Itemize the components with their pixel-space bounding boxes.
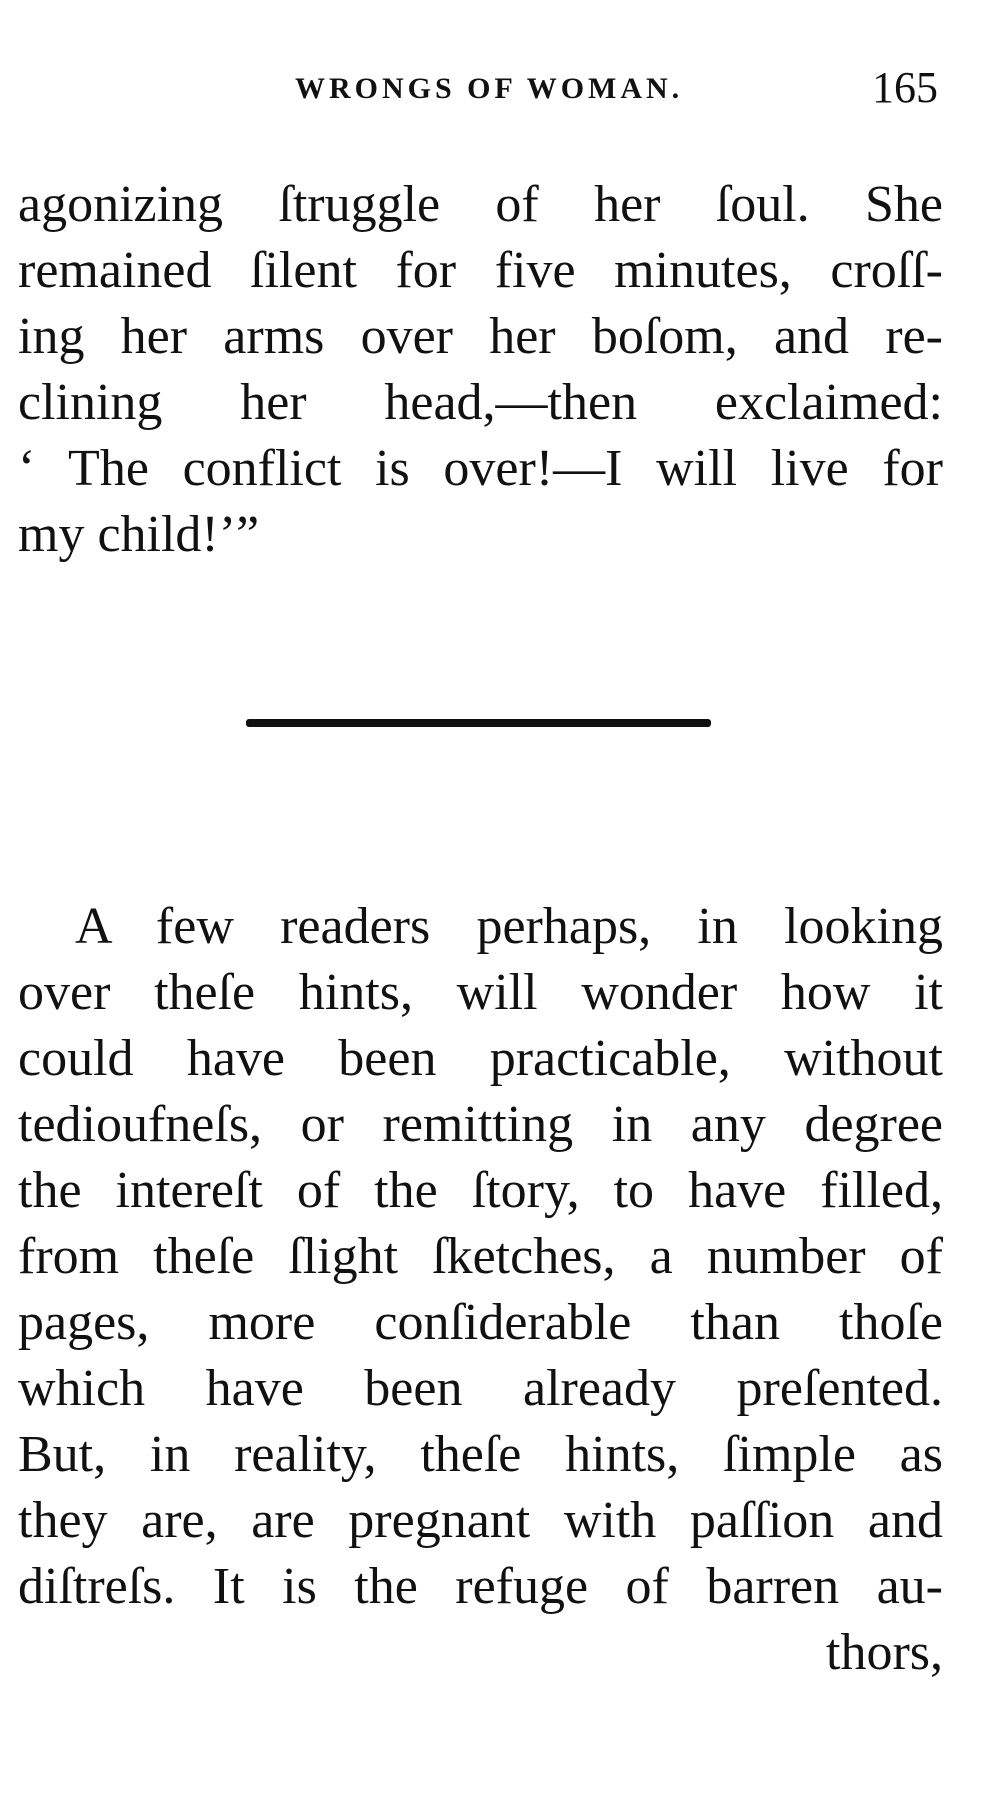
catchword: thors, <box>826 1624 943 1681</box>
text-line: ing her arms over her boſom, and re- <box>18 308 943 365</box>
text-line: pages, more conſiderable than thoſe <box>18 1294 943 1351</box>
text-line: which have been already preſented. <box>18 1360 943 1417</box>
text-line: ‘ The conflict is over!—I will live for <box>18 440 943 497</box>
text-line: diſtreſs. It is the refuge of barren au- <box>18 1558 943 1615</box>
text-line: A few readers perhaps, in looking <box>75 898 943 955</box>
text-line: the intereſt of the ſtory, to have filled, <box>18 1162 943 1219</box>
text-line: clining her head,—then exclaimed: <box>18 374 943 431</box>
text-line: tedioufneſs, or remitting in any degree <box>18 1096 943 1153</box>
page-number: 165 <box>872 63 938 112</box>
section-divider-rule <box>246 719 711 727</box>
text-line: they are, are pregnant with paſſion and <box>18 1492 943 1549</box>
text-line: over theſe hints, will wonder how it <box>18 964 943 1021</box>
text-line: remained ſilent for five minutes, croſſ- <box>18 242 943 299</box>
running-head <box>0 62 1000 122</box>
running-title: WRONGS OF WOMAN. <box>295 72 684 105</box>
text-line: my child!’” <box>18 506 260 563</box>
text-line: agonizing ſtruggle of her ſoul. She <box>18 176 943 233</box>
text-line: from theſe ſlight ſketches, a number of <box>18 1228 943 1285</box>
text-line: But, in reality, theſe hints, ſimple as <box>18 1426 943 1483</box>
text-line: could have been practicable, without <box>18 1030 943 1087</box>
